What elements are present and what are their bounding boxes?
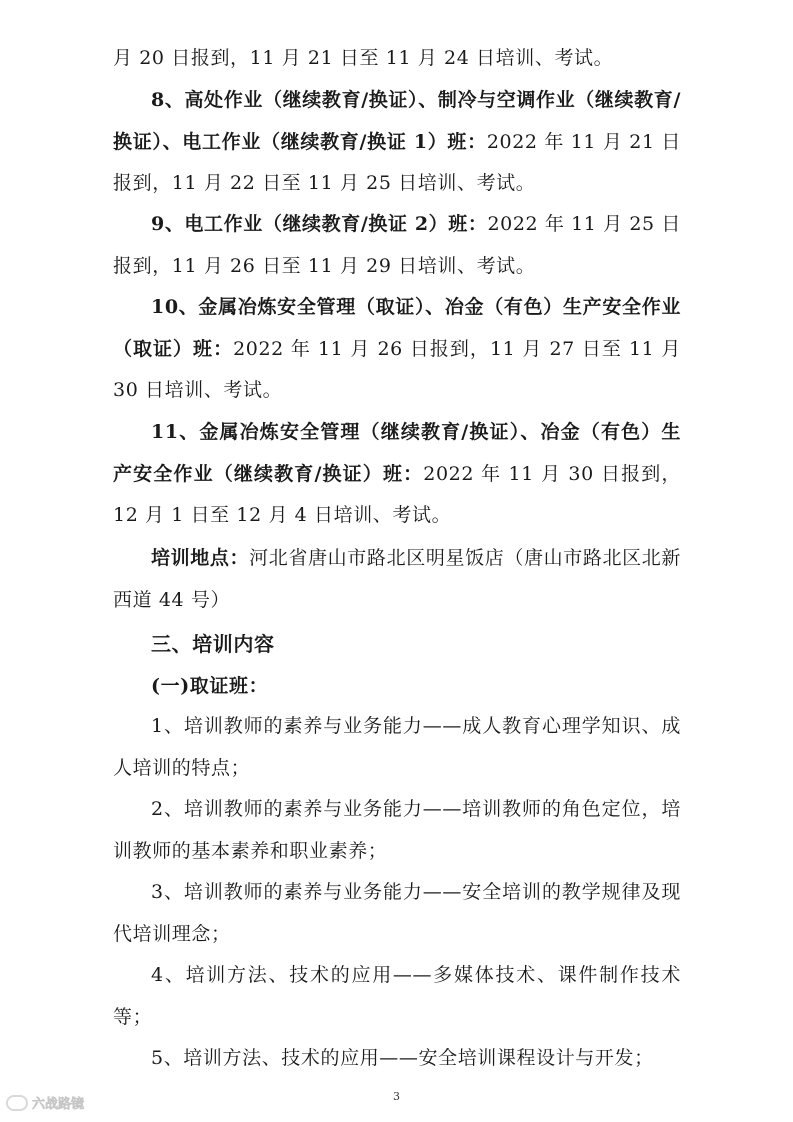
section-heading-training-content: 三、培训内容 xyxy=(151,632,275,656)
watermark xyxy=(6,1093,84,1112)
paragraph-continuation: 月 20 日报到，11 月 21 日至 11 月 24 日培训、考试。 xyxy=(113,47,614,69)
item-8-schedule: 2022 年 11 月 21 日报到，11 月 22 日至 11 月 25 日培训、考试。 xyxy=(113,130,681,194)
item-9-schedule: 2022 年 11 月 25 日报到，11 月 26 日至 11 月 29 日培训、考试。 xyxy=(113,213,681,277)
item-10-title: 10、金属冶炼安全管理（取证）、冶金（有色）生产安全作业（取证）班： xyxy=(113,296,681,360)
location-value: 河北省唐山市路北区明星饭店（唐山市路北区北新西道 44 号） xyxy=(113,547,681,611)
paragraph-item-8 xyxy=(113,80,681,205)
list-item: 3、培训教师的素养与业务能力——安全培训的教学规律及现代培训理念； xyxy=(113,881,681,945)
item-9-title: 9、电工作业（继续教育/换证 2）班： xyxy=(151,213,488,235)
list-item: 5、培训方法、技术的应用——安全培训课程设计与开发； xyxy=(151,1047,654,1069)
paragraph-item-10 xyxy=(113,287,681,412)
subsection-heading-certificate-class: (一)取证班： xyxy=(151,675,269,697)
list-item: 1、培训教师的素养与业务能力——成人教育心理学知识、成人培训的特点； xyxy=(113,715,681,779)
item-11-title: 11、金属冶炼安全管理（继续教育/换证）、冶金（有色）生产安全作业（继续教育/换证）班： xyxy=(113,421,681,485)
page-number: 3 xyxy=(393,1090,400,1103)
paragraph-item-11 xyxy=(113,412,681,537)
paragraph-training-location xyxy=(113,538,681,621)
item-8-title: 8、高处作业（继续教育/换证）、制冷与空调作业（继续教育/换证）、电工作业（继续教育/换证 1）班： xyxy=(113,89,681,153)
watermark-text: 六战路镜 xyxy=(32,1097,85,1112)
list-item: 2、培训教师的素养与业务能力——培训教师的角色定位，培训教师的基本素养和职业素养； xyxy=(113,798,681,862)
item-11-schedule: 2022 年 11 月 30 日报到，12 月 1 日至 12 月 4 日培训、考试。 xyxy=(113,462,681,526)
location-label: 培训地点： xyxy=(151,547,250,569)
logo-icon xyxy=(6,1095,28,1111)
item-10-schedule: 2022 年 11 月 26 日报到，11 月 27 日至 11 月 30 日培训、考试。 xyxy=(113,337,681,401)
paragraph-item-9 xyxy=(113,204,681,287)
list-item: 4、培训方法、技术的应用——多媒体技术、课件制作技术等； xyxy=(113,964,681,1028)
